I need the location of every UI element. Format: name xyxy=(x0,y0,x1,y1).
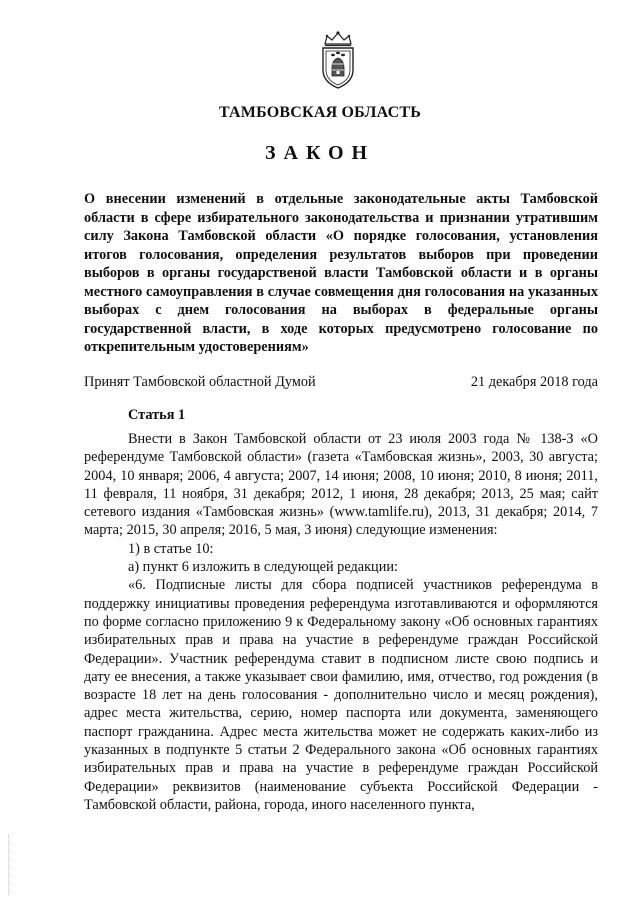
document-type: ЗАКОН xyxy=(264,142,376,164)
article-paragraph: «6. Подписные листы для сбора подписей участников референдума в поддержку инициативы проведения референдума изготавливаются и оформляются по форме согласно приложению 9 к Федеральному закону «Об основных гарантиях избирательных прав и права на участие в референдуме граждан Российской Федерации». Участник референдума ставит в подписном листе свою подпись и дату ее внесения, а также указывает свои фамилию, имя, отчество, год рождения (в возрасте 18 лет на день голосования - дополнительно число и месяц рождения), адрес места жительства, серию, номер паспорта или документа, заменяющего паспорт гражданина. Адрес места жительства может не содержать каких-либо из указанных в подпункте 5 статьи 2 Федерального закона «Об основных гарантиях избирательных прав и права на участие в референдуме граждан Российской Федерации» реквизитов (наименование субъекта Российской Федерации - Тамбовской области, района, города, иного населенного пункта, xyxy=(84,577,598,813)
article-heading: Статья 1 xyxy=(128,407,186,423)
tambov-coat-of-arms-icon xyxy=(313,30,363,90)
adoption-date: 21 декабря 2018 года xyxy=(470,374,598,390)
region-name: ТАМБОВСКАЯ ОБЛАСТЬ xyxy=(218,104,422,121)
article-paragraph: 1) в статье 10: xyxy=(128,540,214,557)
adopted-by: Принят Тамбовской областной Думой xyxy=(84,374,316,390)
law-title: О внесении изменений в отдельные законодательные акты Тамбовской области в сфере избирательного законодательства и признании утратившим силу Закона Тамбовской области «О порядке голосования, установления итогов голосования, определения результатов выборов при проведении выборов в органы государственой власти Тамбовской области и в органы местного самоуправления в случае совмещения дня голосования на указанных выборах с днем голосования на выборах в федеральные органы государственной власти, в ходе которых предусмотрено голосование по открепительным удостоверениям» xyxy=(84,191,598,355)
article-paragraph: Внести в Закон Тамбовской области от 23 июля 2003 года № 138-З «О референдуме Тамбовской области» (газета «Тамбовская жизнь», 2003, 30 августа; 2004, 10 января; 2006, 4 августа; 2007, 14 июня; 2008, 10 июня; 2010, 8 июня; 2011, 11 февраля, 11 ноября, 31 декабря; 2012, 1 июня, 28 декабря; 2013, 25 мая; сайт сетевого издания «Тамбовская жизнь» (www.tamlife.ru), 2013, 31 декабря; 2014, 7 марта; 2015, 30 апреля; 2016, 5 мая, 3 июня) следующие изменения: xyxy=(84,431,598,539)
article-paragraph: а) пункт 6 изложить в следующей редакции: xyxy=(128,559,398,576)
article-body xyxy=(84,430,598,814)
scan-margin-mark xyxy=(8,835,11,895)
